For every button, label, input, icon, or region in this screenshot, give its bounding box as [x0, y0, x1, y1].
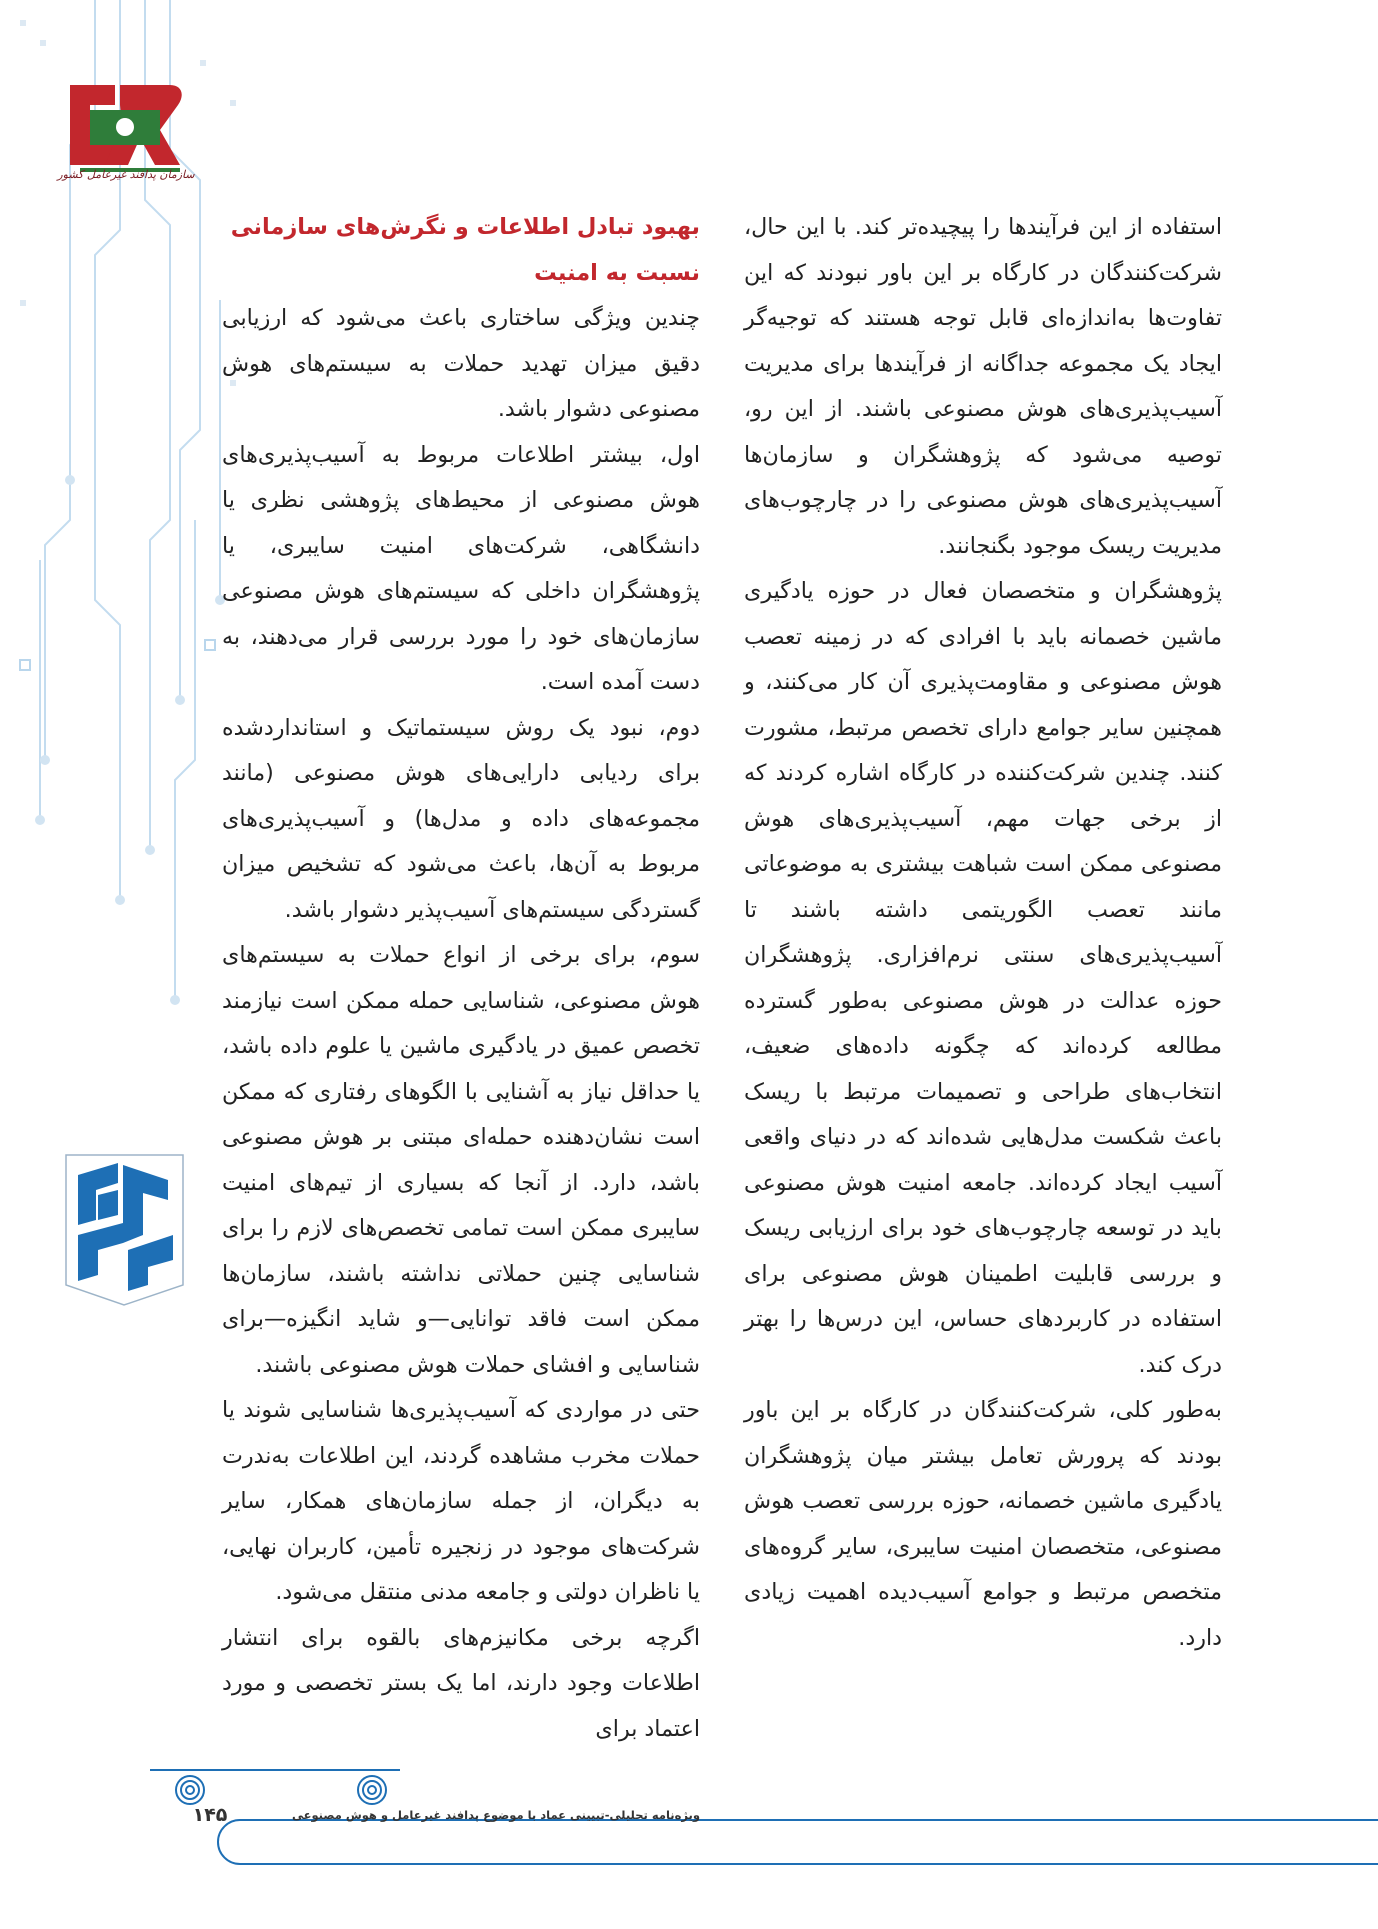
left-paragraph-6: اگرچه برخی مکانیزم‌های بالقوه برای انتشار اطلاعات وجود دارند، اما یک بستر تخصصی و مورد اعتماد برای — [222, 1624, 700, 1742]
right-paragraph-2: پژوهشگران و متخصصان فعال در حوزه یادگیری ماشین خصمانه باید با افرادی که در زمینه تعصب هوش مصنوعی و مقاومت‌پذیری آن کار می‌کنند، و همچنین سایر جوامع دارای تخصص مرتبط، مشورت کنند. چندین شرکت‌کننده در کارگاه اشاره کردند که از برخی جهات مهم، آسیب‌پذیری‌های هوش مصنوعی ممکن است شباهت بیشتری به موضوعاتی مانند تعصب الگوریتمی داشته باشند تا آسیب‌پذیری‌های سنتی نرم‌افزاری. پژوهشگران حوزه عدالت در هوش مصنوعی به‌طور گسترده مطالعه کرده‌اند که چگونه داده‌های ضعیف، انتخاب‌های طراحی و تصمیمات مرتبط با ریسک باعث شکست مدل‌هایی شده‌اند که در دنیای واقعی آسیب ایجاد کرده‌اند. جامعه امنیت هوش مصنوعی باید در توسعه چارچوب‌های خود برای ارزیابی ریسک و بررسی قابلیت اطمینان هوش مصنوعی برای استفاده در کاربردهای حساس، این درس‌ها را بهتر درک کند. — [744, 578, 1222, 1378]
section-heading: بهبود تبادل اطلاعات و نگرش‌های سازمانی نسبت به امنیت — [230, 214, 700, 286]
left-paragraph-5: حتی در مواردی که آسیب‌پذیری‌ها شناسایی شوند یا حملات مخرب مشاهده گردند، این اطلاعات به‌ندرت به دیگران، از جمله سازمان‌های همکار، سایر شرکت‌های موجود در زنجیره تأمین، کاربران نهایی، یا ناظران دولتی و جامعه مدنی منتقل می‌شود. — [222, 1397, 700, 1605]
page-number: ۱۴۵ — [192, 1804, 228, 1826]
left-paragraph-4: سوم، برای برخی از انواع حملات به سیستم‌های هوش مصنوعی، شناسایی حمله ممکن است نیازمند تخصص عمیق در یادگیری ماشین یا علوم داده باشد، یا حداقل نیاز به آشنایی با الگوهای رفتاری که ممکن است نشان‌دهنده حمله‌ای مبتنی بر هوش مصنوعی باشد، دارد. از آنجا که بسیاری از تیم‌های امنیت سایبری ممکن است تمامی تخصص‌های لازم را برای شناسایی چنین حملاتی نداشته باشند، سازمان‌ها ممکن است فاقد توانایی—و شاید انگیزه—برای شناسایی و افشای حملات هوش مصنوعی باشند. — [222, 942, 700, 1378]
right-paragraph-3: به‌طور کلی، شرکت‌کنندگان در کارگاه بر این باور بودند که پرورش تعامل بیشتر میان پژوهشگران یادگیری ماشین خصمانه، حوزه بررسی تعصب هوش مصنوعی، متخصصان امنیت سایبری، سایر گروه‌های متخصص مرتبط و جوامع آسیب‌دیده اهمیت زیادی دارد. — [744, 1397, 1222, 1651]
left-paragraph-1: چندین ویژگی ساختاری باعث می‌شود که ارزیابی دقیق میزان تهدید حملات به سیستم‌های هوش مصنوعی دشوار باشد. — [222, 305, 700, 422]
left-paragraph-2: اول، بیشتر اطلاعات مربوط به آسیب‌پذیری‌های هوش مصنوعی از محیط‌های پژوهشی نظری یا دانشگاهی، شرکت‌های امنیت سایبری، یا پژوهشگران داخلی که سیستم‌های هوش مصنوعی سازمان‌های خود را مورد بررسی قرار می‌دهند، به دست آمده است. — [222, 441, 700, 695]
right-column — [744, 205, 1222, 1661]
right-paragraph-1: استفاده از این فرآیندها را پیچیده‌تر کند. با این حال، شرکت‌کنندگان در کارگاه بر این باور نبودند که این تفاوت‌ها به‌اندازه‌ای قابل توجه هستند که توجیه‌گر ایجاد یک مجموعه جداگانه از فرآیندها برای مدیریت آسیب‌پذیری‌های هوش مصنوعی باشند. از این رو، توصیه می‌شود که پژوهشگران و سازمان‌ها آسیب‌پذیری‌های هوش مصنوعی را در چارچوب‌های مدیریت ریسک موجود بگنجانند. — [744, 214, 1222, 559]
left-paragraph-3: دوم، نبود یک روش سیستماتیک و استانداردشده برای ردیابی دارایی‌های هوش مصنوعی (مانند مجموعه‌های داده و مدل‌ها) و آسیب‌پذیری‌های مربوط به آن‌ها، باعث می‌شود که تشخیص میزان گستردگی سیستم‌های آسیب‌پذیر دشوار باشد. — [222, 714, 700, 923]
emad-logo — [58, 1135, 190, 1307]
left-column — [222, 205, 700, 1752]
footer-title: ویژه‌نامه تحلیلی-تبیینی عماد با موضوع پدافند غیرعامل و هوش مصنوعی — [291, 1808, 700, 1822]
logo-caption: سازمان پدافند غیرعامل کشور — [57, 168, 195, 181]
